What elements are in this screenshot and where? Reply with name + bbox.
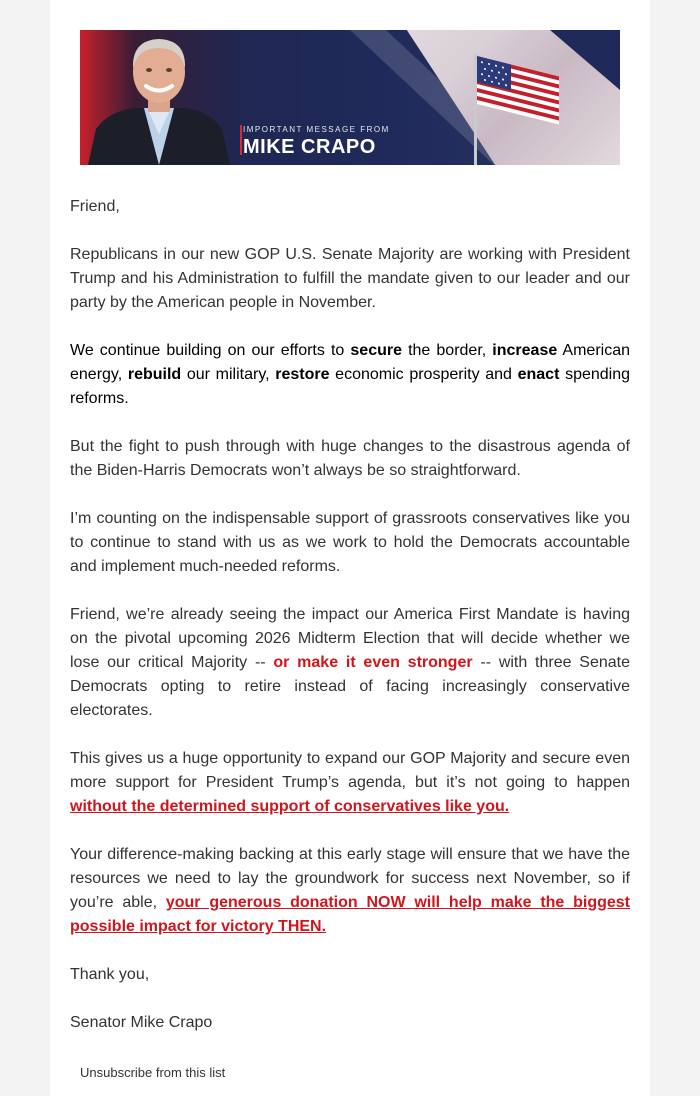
american-flag-icon [470,44,570,165]
donate-link-now[interactable]: your generous donation NOW will help make the biggest possible impact for victory THEN. [70,894,630,935]
banner-divider [240,125,242,155]
paragraph-4: I’m counting on the indispensable support of grassroots conservatives like you to continue to stand with us as we work to hold the Democrats accountable and implement much-needed reforms. [70,510,630,575]
emphasis-increase: increase [492,342,558,359]
paragraph-2: We continue building on our efforts to secure the border, increase American energy, rebuild our military, restore economic prosperity and enact spending reforms. [70,342,631,407]
paragraph-7: Your difference-making backing at this early stage will ensure that we have the resources we need to lay the groundwork for success next November, so if you’re able, your generous donation NOW will help make the biggest possible impact for victory THEN. [70,846,630,935]
emphasis-rebuild: rebuild [127,366,182,383]
emphasis-stronger: or make it even stronger [273,654,473,671]
emphasis-secure: secure [350,342,402,359]
closing: Thank you, [70,966,150,983]
greeting: Friend, [70,198,120,215]
emphasis-enact: enact [517,366,560,383]
paragraph-3: But the fight to push through with huge changes to the disastrous agenda of the Biden-Harris Democrats won’t always be so straightforward. [70,438,630,479]
banner-subtitle: IMPORTANT MESSAGE FROM [243,125,390,134]
letter-body [70,195,630,1059]
paragraph-6: This gives us a huge opportunity to expand our GOP Majority and secure even more support for President Trump’s agenda, but it’s not going to happen without the determined support of conservatives like you. [70,750,630,815]
banner-title: MIKE CRAPO [243,136,376,158]
donate-link-support[interactable]: without the determined support of conservatives like you. [70,798,510,815]
unsubscribe-link[interactable]: Unsubscribe from this list [80,1065,226,1080]
emphasis-restore: restore [275,366,330,383]
signature: Senator Mike Crapo [70,1014,213,1031]
header-banner[interactable] [80,30,620,165]
senator-portrait [88,34,230,165]
email-container [50,0,650,1096]
paragraph-1: Republicans in our new GOP U.S. Senate Majority are working with President Trump and his Administration to fulfill the mandate given to our leader and our party by the American people in November. [70,246,630,311]
paragraph-5: Friend, we’re already seeing the impact our America First Mandate is having on the pivotal upcoming 2026 Midterm Election that will decide whether we lose our critical Majority -- or make it even stronger -- with three Senate Democrats opting to retire instead of facing increasingly conservative electorates. [70,606,631,719]
